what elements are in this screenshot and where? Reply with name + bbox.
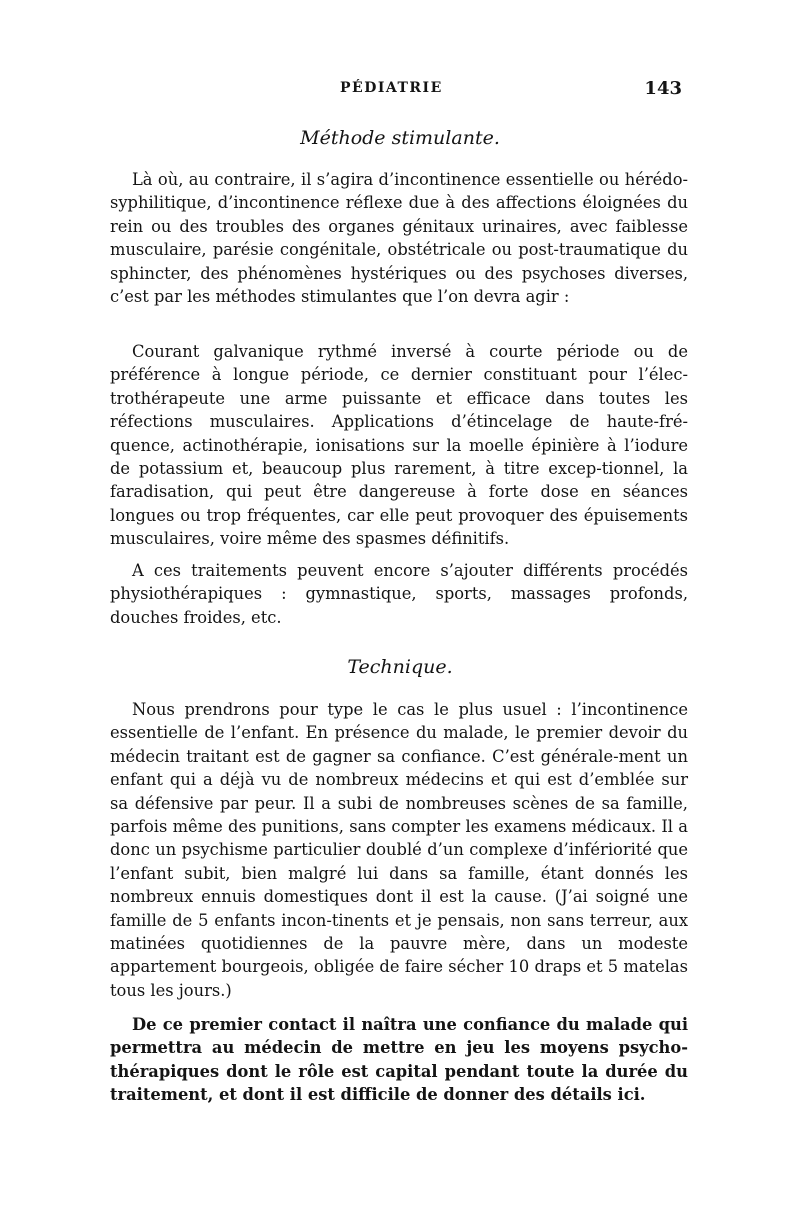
paragraph-text: A ces traitements peuvent encore s’ajouter différents procédés physiothérapiques : gymnastique, sports, massages profonds, douches froides, etc. [110, 561, 688, 627]
paragraph [110, 559, 688, 629]
section-heading-technique: Technique. [347, 656, 453, 678]
paragraph-text: De ce premier contact il naîtra une confiance du malade qui permettra au médecin de mettre en jeu les moyens psycho-thérapiques dont le rôle est capital pendant toute la durée du traitement, et dont il est difficile de donner des détails ici. [110, 1015, 688, 1105]
section-heading-methode: Méthode stimulante. [300, 127, 500, 149]
running-header [0, 78, 800, 104]
page-number: 143 [644, 78, 682, 99]
paragraph-text: Là où, au contraire, il s’agira d’incontinence essentielle ou hérédo-syphilitique, d’incontinence réflexe due à des affections éloignées du rein ou des troubles des organes génitaux urinaires, avec faiblesse musculaire, parésie congénitale, obstétricale ou post-traumatique du sphincter, des phénomènes hystériques ou des psychoses diverses, c’est par les méthodes stimulantes que l’on devra agir : [110, 170, 688, 307]
paragraph-text: Courant galvanique rythmé inversé à courte période ou de préférence à longue période, ce dernier constituant pour l’élec-trothérapeute une arme puissante et efficace dans toutes les réfections musculaires. Applications d’étincelage de haute-fré-quence, actinothérapie, ionisations sur la moelle épinière à l’iodure de potassium et, beaucoup plus rarement, à titre excep-tionnel, la faradisation, qui peut être dangereuse à forte dose en séances longues ou trop fréquentes, car elle peut provoquer des épuisements musculaires, voire même des spasmes définitifs. [110, 342, 688, 549]
paragraph [110, 340, 688, 551]
paragraph [110, 1013, 688, 1107]
paragraph [110, 698, 688, 1002]
paragraph-text: Nous prendrons pour type le cas le plus usuel : l’incontinence essentielle de l’enfant. En présence du malade, le premier devoir du médecin traitant est de gagner sa confiance. C’est générale-ment un enfant qui a déjà vu de nombreux médecins et qui est d’emblée sur sa défensive par peur. Il a subi de nombreuses scènes de sa famille, parfois même des punitions, sans compter les examens médicaux. Il a donc un psychisme particulier doublé d’un complexe d’infériorité que l’enfant subit, bien malgré lui dans sa famille, étant donnés les nombreux ennuis domestiques dont il est la cause. (J’ai soigné une famille de 5 enfants incon-tinents et je pensais, non sans terreur, aux matinées quotidiennes de la pauvre mère, dans un modeste appartement bourgeois, obligée de faire sécher 10 draps et 5 matelas tous les jours.) [110, 700, 688, 1000]
running-title: PÉDIATRIE [340, 80, 443, 96]
paragraph [110, 168, 688, 308]
